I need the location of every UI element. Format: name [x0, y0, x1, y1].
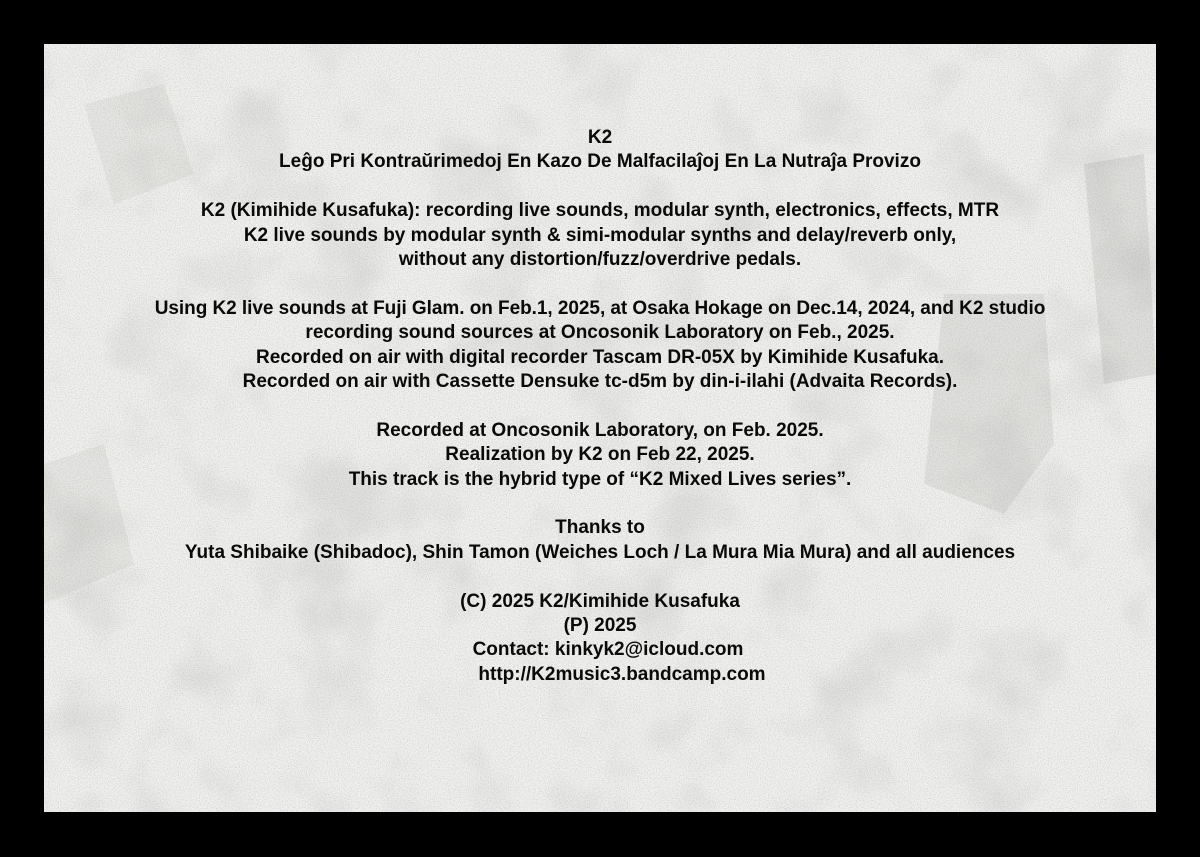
spacer [44, 565, 1156, 589]
realization-line-2: Realization by K2 on Feb 22, 2025. [445, 444, 755, 466]
realization-line-1: Recorded at Oncosonik Laboratory, on Feb. 2025. [376, 419, 824, 441]
spacer [44, 492, 1156, 516]
album-title: Leĝo Pri Kontraŭrimedoj En Kazo De Malfacilaĵoj En La Nutraĵa Provizo [279, 151, 921, 173]
thanks-heading: Thanks to [555, 517, 645, 539]
liner-notes-text [44, 126, 1156, 687]
phonogram-line: (P) 2025 [563, 615, 637, 637]
liner-notes-card [44, 44, 1156, 812]
credits-line-2: K2 live sounds by modular synth & simi-modular synths and delay/reverb only, [243, 224, 957, 246]
thanks-names: Yuta Shibaike (Shibadoc), Shin Tamon (Weiches Loch / La Mura Mia Mura) and all audiences [184, 541, 1016, 563]
credits-line-1: K2 (Kimihide Kusafuka): recording live sounds, modular synth, electronics, effects, MTR [200, 200, 1000, 222]
recording-line-1: Using K2 live sounds at Fuji Glam. on Feb.1, 2025, at Osaka Hokage on Dec.14, 2024, and K2 studio [154, 297, 1046, 319]
spacer [44, 272, 1156, 296]
spacer [44, 175, 1156, 199]
spacer [44, 394, 1156, 418]
copyright-line: (C) 2025 K2/Kimihide Kusafuka [460, 590, 740, 612]
artist-name: K2 [587, 127, 613, 148]
contact-line: Contact: kinkyk2@icloud.com [472, 639, 744, 661]
credits-line-3: without any distortion/fuzz/overdrive pedals. [398, 249, 802, 271]
recording-line-4: Recorded on air with Cassette Densuke tc-d5m by din-i-ilahi (Advaita Records). [242, 371, 958, 393]
recording-line-2: recording sound sources at Oncosonik Laboratory on Feb., 2025. [305, 322, 895, 344]
realization-line-3: This track is the hybrid type of “K2 Mixed Lives series”. [348, 468, 852, 490]
recording-line-3: Recorded on air with digital recorder Tascam DR-05X by Kimihide Kusafuka. [255, 346, 945, 368]
bandcamp-url: http://K2music3.bandcamp.com [478, 663, 766, 685]
